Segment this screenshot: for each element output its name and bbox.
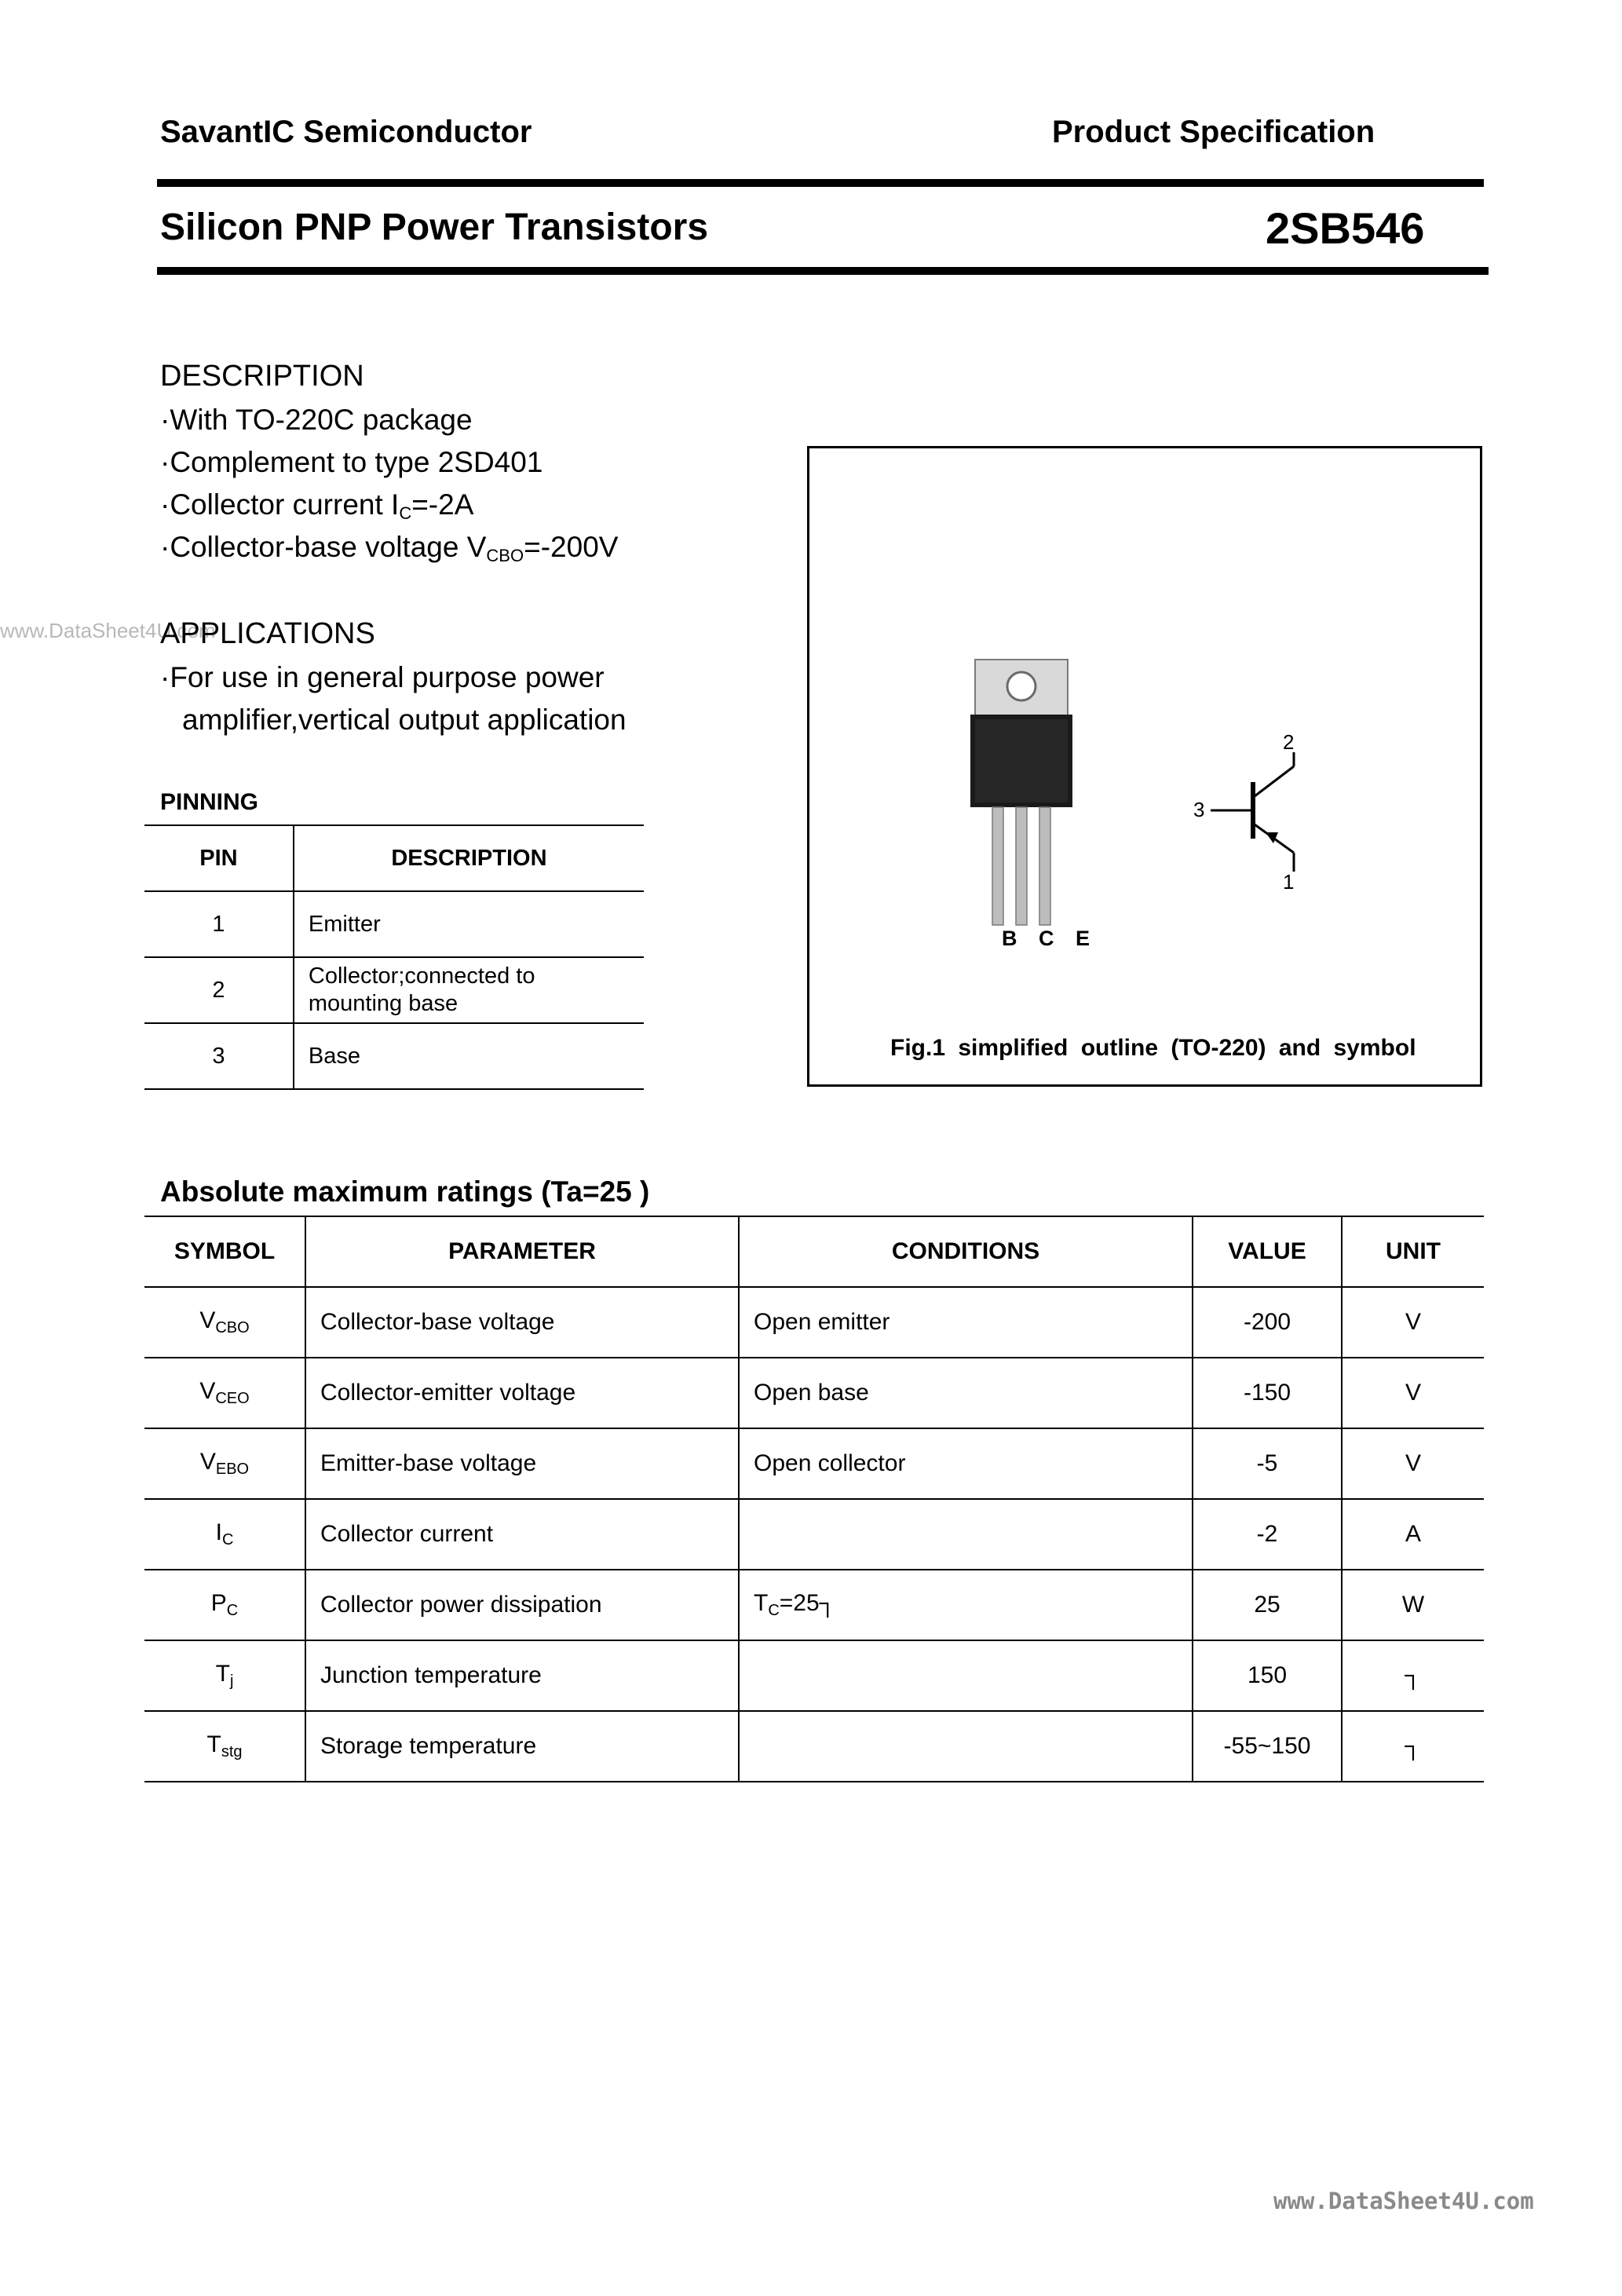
symbol-column-header: SYMBOL (144, 1216, 305, 1287)
ratings-header-row (144, 1216, 1484, 1287)
applications-line-2: amplifier,vertical output application (182, 704, 627, 736)
part-number: 2SB546 (1266, 203, 1425, 253)
rating-unit: V (1342, 1428, 1484, 1499)
pin-number: 2 (144, 957, 294, 1023)
lead-labels: B C E (1002, 927, 1098, 950)
pin-description: Emitter (294, 891, 644, 957)
conditions-column-header: CONDITIONS (739, 1216, 1193, 1287)
to220-package-illustration (959, 645, 1101, 960)
value-column-header: VALUE (1193, 1216, 1342, 1287)
table-row (144, 1640, 1484, 1711)
applications-heading: APPLICATIONS (160, 617, 375, 650)
pin-number: 3 (144, 1023, 294, 1089)
pin-description: Base (294, 1023, 644, 1089)
rating-symbol: $V_{EBO}$ (144, 1428, 305, 1499)
rating-parameter: Collector-base voltage (305, 1287, 739, 1358)
symbol-pin-emitter: 1 (1283, 870, 1295, 894)
description-item-collector-current: ·Collector current $I_C=-2A$ (160, 488, 474, 523)
table-row (144, 1023, 644, 1089)
unit-column-header: UNIT (1342, 1216, 1484, 1287)
table-row (144, 957, 644, 1023)
rating-parameter: Storage temperature (305, 1711, 739, 1782)
rating-parameter: Emitter-base voltage (305, 1428, 739, 1499)
table-row (144, 1570, 1484, 1640)
rating-symbol: $T_{stg}$ (144, 1711, 305, 1782)
document-type: Product Specification (1052, 115, 1375, 149)
rating-condition (739, 1499, 1193, 1570)
pinning-header-row (144, 825, 644, 891)
rating-unit: V (1342, 1287, 1484, 1358)
pin-number: 1 (144, 891, 294, 957)
applications-line-1: ·For use in general purpose power (160, 661, 605, 693)
rating-value: -150 (1193, 1358, 1342, 1428)
pinning-table (144, 824, 644, 1090)
table-row (144, 1358, 1484, 1428)
symbol-pin-collector: 2 (1283, 730, 1295, 754)
rating-symbol: $V_{CBO}$ (144, 1287, 305, 1358)
rating-condition: Open emitter (739, 1287, 1193, 1358)
pinning-label: PINNING (160, 789, 259, 815)
ratings-title: Absolute maximum ratings (Ta=25 ) (160, 1175, 650, 1208)
pin-column-header: PIN (144, 825, 294, 891)
rating-parameter: Collector-emitter voltage (305, 1358, 739, 1428)
header-rule-top (157, 179, 1484, 187)
page-title: Silicon PNP Power Transistors (160, 207, 709, 248)
rating-unit: V (1342, 1358, 1484, 1428)
table-row (144, 1499, 1484, 1570)
description-heading: DESCRIPTION (160, 360, 364, 393)
rating-condition: Open collector (739, 1428, 1193, 1499)
rating-symbol: $V_{CEO}$ (144, 1358, 305, 1428)
watermark: www.DataSheet4U.com (0, 619, 216, 642)
table-row (144, 1287, 1484, 1358)
rating-parameter: Junction temperature (305, 1640, 739, 1711)
figure-caption: Fig.1 simplified outline (TO-220) and symbol (890, 1035, 1416, 1061)
footer-link[interactable]: www.DataSheet4U.com (1273, 2188, 1534, 2214)
rating-condition (739, 1640, 1193, 1711)
rating-value: -200 (1193, 1287, 1342, 1358)
table-row (144, 1711, 1484, 1782)
rating-parameter: Collector current (305, 1499, 739, 1570)
pin-description: Collector;connected to mounting base (294, 957, 644, 1023)
symbol-pin-base: 3 (1193, 798, 1205, 821)
rating-value: -5 (1193, 1428, 1342, 1499)
rating-condition: $T_C=25┐$ (739, 1570, 1193, 1640)
rating-value: 150 (1193, 1640, 1342, 1711)
rating-unit: A (1342, 1499, 1484, 1570)
rating-symbol: $T_j$ (144, 1640, 305, 1711)
ratings-table (144, 1216, 1484, 1782)
rating-parameter: Collector power dissipation (305, 1570, 739, 1640)
rating-value: -2 (1193, 1499, 1342, 1570)
description-item-collector-base-voltage: ·Collector-base voltage $V_{CBO}=-200V$ (160, 531, 619, 565)
figure-box (807, 446, 1482, 1087)
description-item-complement: ·Complement to type 2SD401 (160, 446, 543, 478)
table-row (144, 891, 644, 957)
rating-unit: ┐ (1342, 1711, 1484, 1782)
rating-value: -55~150 (1193, 1711, 1342, 1782)
rating-symbol: $I_C$ (144, 1499, 305, 1570)
table-row (144, 1428, 1484, 1499)
rating-unit: W (1342, 1570, 1484, 1640)
description-item-package: ·With TO-220C package (160, 404, 473, 436)
parameter-column-header: PARAMETER (305, 1216, 739, 1287)
rating-condition (739, 1711, 1193, 1782)
rating-symbol: $P_C$ (144, 1570, 305, 1640)
rating-value: 25 (1193, 1570, 1342, 1640)
company-name: SavantIC Semiconductor (160, 115, 532, 149)
rating-unit: ┐ (1342, 1640, 1484, 1711)
header-rule-bottom (157, 267, 1489, 275)
rating-condition: Open base (739, 1358, 1193, 1428)
description-column-header: DESCRIPTION (294, 825, 644, 891)
